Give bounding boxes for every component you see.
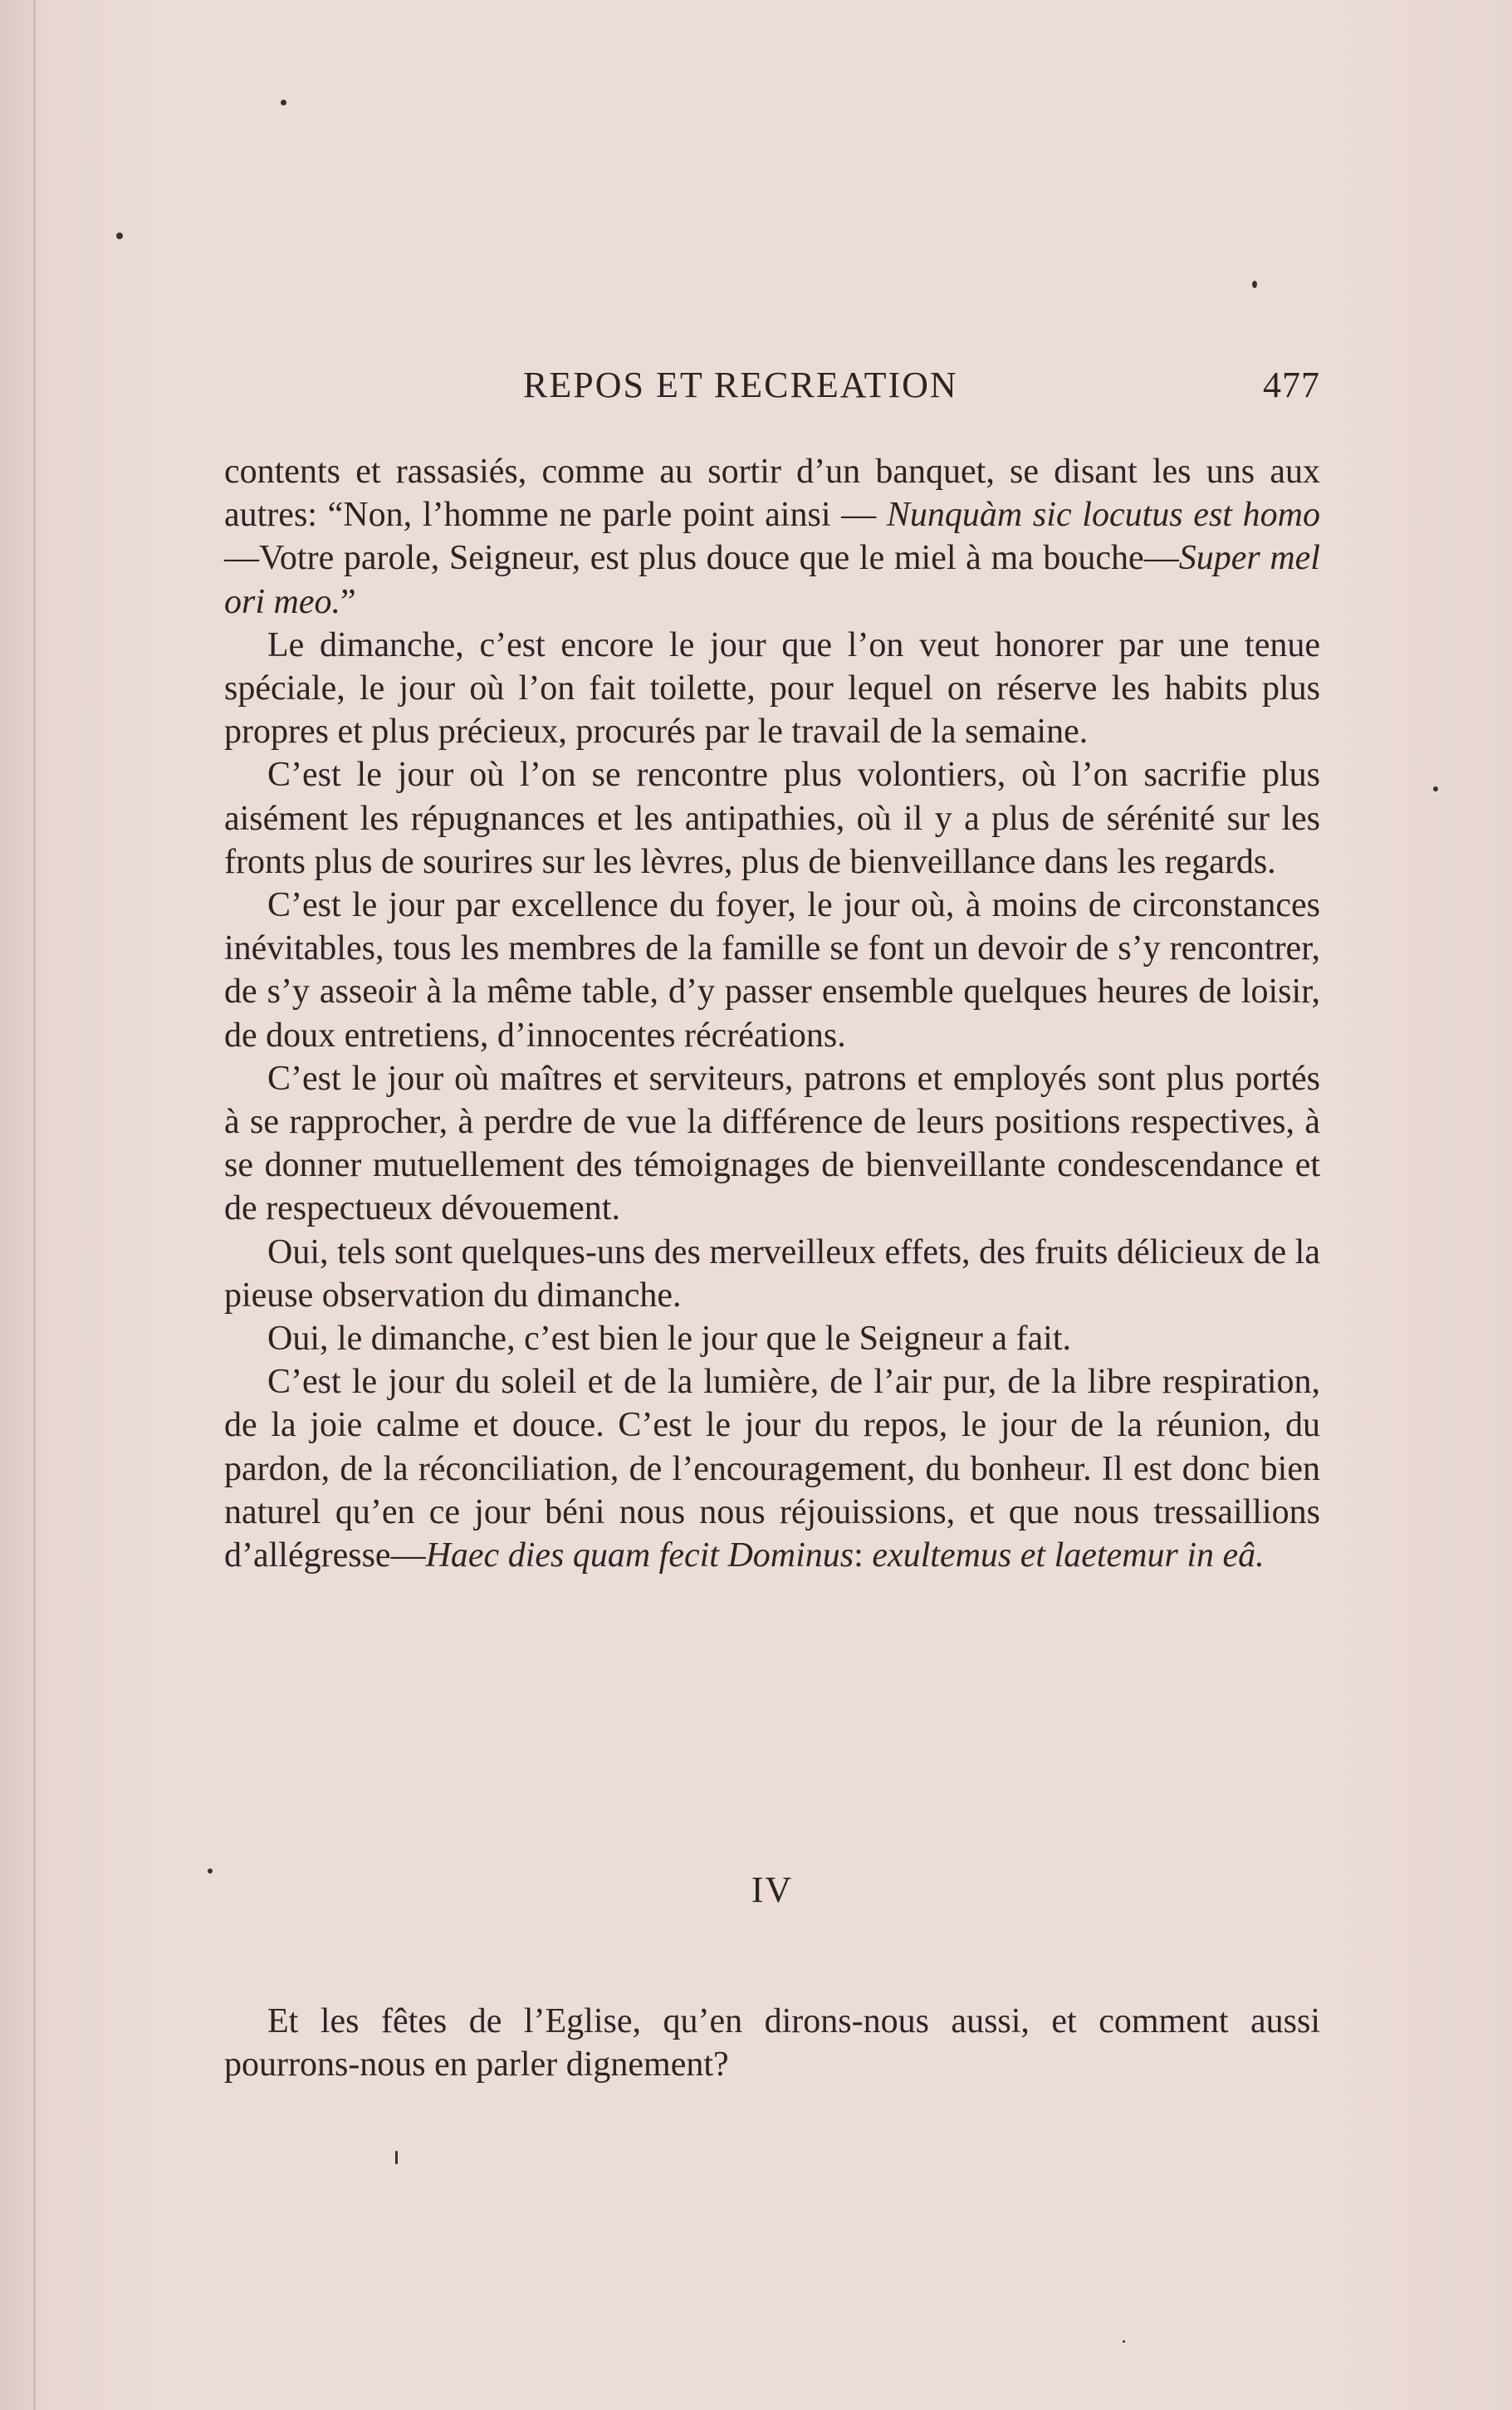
section-heading: IV <box>751 1869 794 1910</box>
section-paragraph: Et les fêtes de l’Eglise, qu’en dirons-nous aussi, et comment aussi pourrons-nous en parler dignement? <box>224 2002 1320 2084</box>
paragraph-1 <box>224 450 1320 624</box>
paper-speck <box>208 1869 213 1874</box>
paper-speck <box>116 233 123 239</box>
latin-quote: Haec dies quam fecit Dominus <box>425 1536 854 1575</box>
latin-quote: Nunquàm sic locutus est homo <box>886 496 1320 535</box>
section-text <box>224 2000 1320 2086</box>
body-text <box>224 450 1320 1577</box>
paper-speck <box>1123 2340 1125 2343</box>
paper-speck <box>1433 786 1438 791</box>
paragraph-2: Le dimanche, c’est encore le jour que l’on veut honorer par une tenue spéciale, le jour où l’on fait toilette, pour lequel on réserve les habits plus propres et plus précieux, procurés par le travail de la semaine. <box>224 625 1320 752</box>
paragraph-7: Oui, le dimanche, c’est bien le jour que le Seigneur a fait. <box>267 1320 1071 1359</box>
paragraph-3: C’est le jour où l’on se rencontre plus volontiers, où l’on sacrifie plus aisément les répugnances et les antipathies, où il y a plus de sérénité sur les fronts plus de sourires sur les lèvres, plus de bienveillance dans les regards. <box>224 756 1320 881</box>
running-head <box>224 364 1320 414</box>
paper-speck <box>1252 281 1257 288</box>
text-run: C’est le jour du soleil et de la lumière, de l’air pur, de la libre respiration, de la joie calme et douce. C’est le jour du repos, le jour de la réunion, du pardon, de la réconciliation, de l’encouragement, du bonheur. Il est donc bien naturel qu’en ce jour béni nous nous réjouissions, et que nous tressaillions d’allégresse— <box>224 1363 1320 1575</box>
paragraph-5: C’est le jour où maîtres et serviteurs, patrons et employés sont plus portés à se rapprocher, à perdre de vue la différence de leurs positions respectives, à se donner mutuellement des témoignages de bienveillante condescendance et de respectueux dévouement. <box>224 1059 1320 1228</box>
paper-speck <box>395 2151 398 2164</box>
text-run: contents et rassasiés, comme au sortir d’un banquet, se disant les uns aux autres: “Non, l’homme ne parle point ainsi — <box>224 453 1320 535</box>
text-run: —Votre parole, Seigneur, est plus douce que le miel à ma bouche— <box>224 539 1179 578</box>
page-gutter <box>33 0 36 2410</box>
running-title: REPOS ET RECREATION <box>523 365 958 405</box>
text-run: : <box>854 1536 873 1575</box>
text-run: ” <box>340 582 356 621</box>
paragraph-8 <box>224 1360 1320 1577</box>
latin-quote: Super mel ori meo. <box>224 539 1320 621</box>
paragraph-4: C’est le jour par excellence du foyer, le jour où, à moins de circonstances inévitables, tous les membres de la famille se font un devoir de s’y rencontrer, de s’y asseoir à la même table, d’y passer ensemble quelques heures de loisir, de doux entretiens, d’innocentes récréations. <box>224 886 1320 1055</box>
paragraph-6: Oui, tels sont quelques-uns des merveilleux effets, des fruits délicieux de la pieuse observation du dimanche. <box>224 1232 1320 1315</box>
latin-quote: exultemus et laetemur in eâ. <box>872 1536 1265 1575</box>
page-number: 477 <box>1263 365 1320 405</box>
paper-speck <box>281 100 286 105</box>
